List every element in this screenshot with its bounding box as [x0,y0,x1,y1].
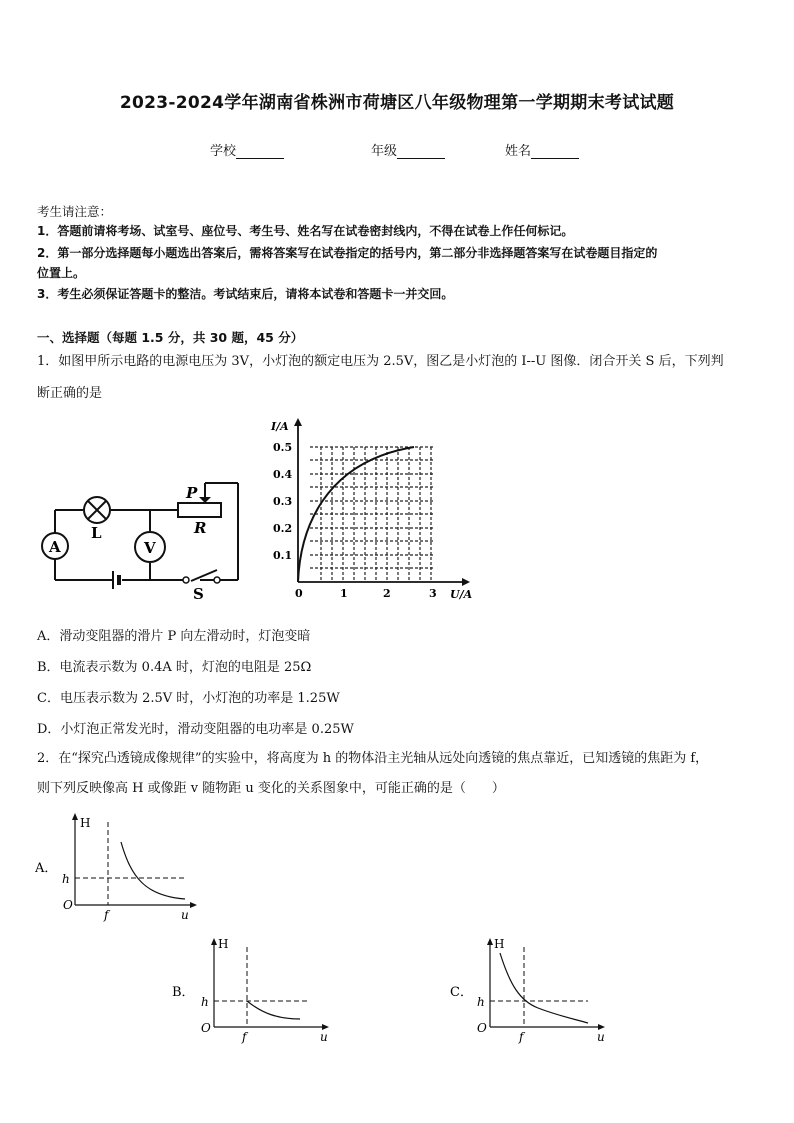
origin-label: O [63,898,73,912]
option-label: C． [450,985,473,1000]
q1-option-b[interactable]: B．电流表示数为 0.4A 时，灯泡的电阻是 25Ω [37,660,312,675]
section-heading: 一、选择题（每题 1.5 分，共 30 题，45 分） [37,330,304,345]
y-axis-label: H [80,816,91,830]
notice-heading: 考生请注意： [37,204,113,219]
q1-option-c[interactable]: C．电压表示数为 2.5V 时，小灯泡的功率是 1.25W [37,691,340,706]
q2-text-1: 2．在“探究凸透镜成像规律”的实验中，将高度为 h 的物体沿主光轴从远处向透镜的焦点靠近，已知透镜的焦距为 f， [37,751,709,766]
slider-label: P [186,484,198,502]
school-field: 学校 [210,140,284,159]
name-blank[interactable] [531,145,579,159]
x-tick: 3 [429,587,437,600]
notice-item: 2．第一部分选择题每小题选出答案后，需将答案写在试卷指定的括号内，第二部分非选择题答案写在试卷题目指定的 [37,246,658,260]
level-label: h [62,872,70,886]
option-label: A． [35,861,58,876]
ammeter-label: A [49,538,61,556]
x-axis-label: u [597,1030,605,1044]
y-tick: 0.5 [273,441,293,454]
q1-text-2: 断正确的是 [37,386,103,401]
level-label: h [201,995,209,1009]
y-axis-label: H [494,937,505,951]
q1-option-a[interactable]: A．滑动变阻器的滑片 P 向左滑动时，灯泡变暗 [37,629,311,644]
school-blank[interactable] [236,145,284,159]
focal-label: f [104,908,109,922]
q2-graph-a[interactable] [35,812,200,922]
option-label: B． [172,985,195,1000]
y-axis-label: H [218,937,229,951]
x-tick: 2 [383,587,391,600]
q2-text-2: 则下列反映像高 H 或像距 v 随物距 u 变化的关系图象中，可能正确的是（ ） [37,781,505,796]
name-field: 姓名 [505,140,579,159]
y-tick: 0.2 [273,522,293,535]
focal-label: f [242,1030,247,1044]
x-axis-label: u [320,1030,328,1044]
y-tick: 0.1 [273,549,293,562]
grade-blank[interactable] [397,145,445,159]
voltmeter-label: V [144,539,156,557]
circuit-diagram [35,475,250,605]
origin-label: O [201,1021,211,1035]
notice-item: 位置上。 [37,266,86,280]
y-tick: 0.4 [273,468,293,481]
origin-label: O [477,1021,487,1035]
page-title: 2023-2024学年湖南省株洲市荷塘区八年级物理第一学期期末考试试题 [119,93,675,113]
notice-item: 1．答题前请将考场、试室号、座位号、考生号、姓名写在试卷密封线内，不得在试卷上作任何标记。 [37,224,574,238]
switch-label: S [193,585,204,603]
grade-field: 年级 [371,140,445,159]
x-tick: 1 [340,587,348,600]
iu-graph [262,412,477,607]
q1-option-d[interactable]: D．小灯泡正常发光时，滑动变阻器的电功率是 0.25W [37,722,354,737]
x-axis-label: u [181,908,189,922]
y-axis-label: I/A [271,420,289,433]
x-tick: 0 [295,587,303,600]
q1-text-1: 1．如图甲所示电路的电源电压为 3V，小灯泡的额定电压为 2.5V，图乙是小灯泡的 I--U 图像．闭合开关 S 后，下列判 [37,354,724,369]
focal-label: f [519,1030,524,1044]
q2-graph-b[interactable] [172,935,337,1045]
lamp-label: L [91,524,102,542]
q2-graph-c[interactable] [450,935,615,1045]
level-label: h [477,995,485,1009]
rheostat-label: R [194,519,207,537]
x-axis-label: U/A [450,588,473,601]
y-tick: 0.3 [273,495,293,508]
notice-item: 3．考生必须保证答题卡的整洁。考试结束后，请将本试卷和答题卡一并交回。 [37,287,454,301]
